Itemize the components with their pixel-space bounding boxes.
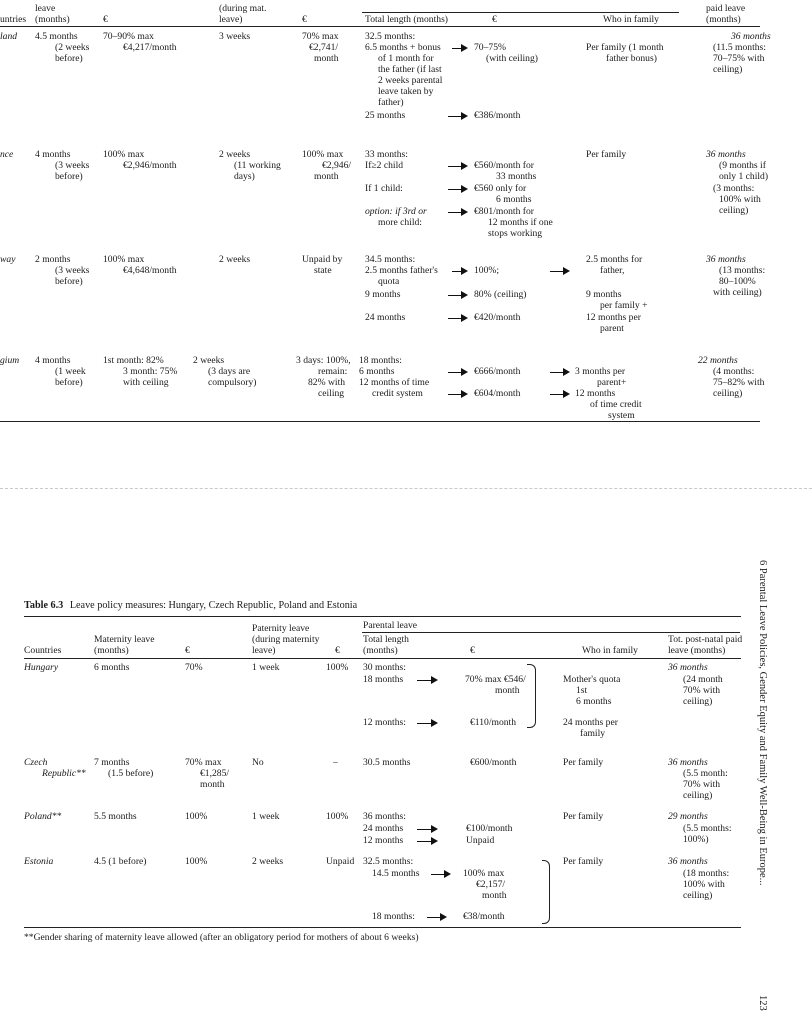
norway-mat-2: before) (55, 276, 83, 287)
czech-total-0: 30.5 months (363, 757, 411, 768)
header-during-mat: (during mat. (219, 3, 267, 14)
finland-mat-1: (2 weeks (55, 42, 90, 53)
estonia-eur-0: 100% max (463, 868, 505, 879)
table-bottom-rule (0, 421, 760, 422)
finland-mateur-0: 70–90% max (103, 31, 154, 42)
country-norway: way (0, 254, 16, 265)
france-total-4: more child: (378, 217, 422, 228)
estonia-mateur: 100% (185, 856, 208, 867)
hungary-total-1: 18 months (363, 674, 404, 685)
france-tot-5: ceiling) (719, 205, 749, 216)
poland-mateur: 100% (185, 811, 208, 822)
norway-who-0: 2.5 months for (586, 254, 643, 265)
norway-pateur-1: state (314, 265, 332, 276)
header-who: Who in family (603, 14, 659, 25)
header-euro2: € (335, 645, 340, 656)
hungary-tot-3: ceiling) (683, 696, 713, 707)
belgium-total-2: 12 months of time (359, 377, 430, 388)
table-footnote: **Gender sharing of maternity leave allowed (after an obligatory period for mothers of about 6 weeks) (24, 932, 419, 943)
norway-tot-1: (13 months: (719, 265, 766, 276)
czech-pateur: – (333, 757, 338, 768)
finland-tot-1: (11.5 months: (713, 42, 766, 53)
hungary-who-2: 6 months (576, 696, 612, 707)
estonia-tot-0: 36 months (668, 856, 708, 867)
france-eur-5: 12 months if one (488, 217, 553, 228)
norway-total-3: 9 months (365, 289, 401, 300)
finland-tot-3: ceiling) (713, 64, 743, 75)
estonia-eur-2: month (482, 890, 507, 901)
header-paternity-2: leave) (252, 645, 276, 656)
belgium-mat-1: (1 week (55, 366, 86, 377)
estonia-total-0: 32.5 months: (363, 856, 414, 867)
belgium-pat-0: 2 weeks (193, 355, 225, 366)
country-belgium: gium (0, 355, 20, 366)
finland-total-7: 25 months (365, 110, 406, 121)
norway-who-5: parent (600, 323, 624, 334)
norway-total-1: 2.5 months father's (365, 265, 438, 276)
france-eur-0: €560/month for (474, 160, 534, 171)
hungary-eur-2: €110/month (470, 717, 517, 728)
belgium-pateur-1: remain: (318, 366, 348, 377)
belgium-mateur-1: 3 month: 75% (123, 366, 178, 377)
finland-total-0: 32.5 months: (365, 31, 416, 42)
norway-tot-2: 80–100% (719, 276, 756, 287)
france-tot-3: (3 months: (713, 183, 755, 194)
header-parental-leave: Parental leave (363, 620, 418, 631)
czech-mateur-2: month (200, 779, 225, 790)
czech-tot-1: (5.5 month: (683, 768, 728, 779)
france-pateur-2: month (314, 171, 339, 182)
poland-tot-2: 100%) (683, 834, 709, 845)
czech-mat-0: 7 months (94, 757, 130, 768)
belgium-pat-1: (3 days are (208, 366, 251, 377)
belgium-eur-0: €666/month (474, 366, 521, 377)
estonia-tot-2: 100% with (683, 879, 725, 890)
header-euro3: € (492, 14, 497, 25)
hungary-pat: 1 week (252, 662, 280, 673)
header-leave-close: leave) (219, 14, 243, 25)
running-head-text: 6 Parental Leave Policies, Gender Equity and Family Well-Being in Europe... (757, 560, 768, 886)
norway-mateur-1: €4,648/month (123, 265, 177, 276)
czech-mateur-1: €1,285/ (200, 768, 230, 779)
norway-mat-0: 2 months (35, 254, 71, 265)
belgium-who-4: system (608, 410, 635, 421)
header-total-length-0: Total length (363, 634, 409, 645)
hungary-tot-0: 36 months (668, 662, 708, 673)
arrow-icon (448, 161, 468, 171)
arrow-icon (417, 718, 438, 728)
finland-total-2: of 1 month for (378, 53, 434, 64)
czech-tot-0: 36 months (668, 757, 708, 768)
header-who: Who in family (582, 645, 638, 656)
finland-tot-0: 36 months (731, 31, 771, 42)
belgium-tot-3: ceiling) (713, 388, 743, 399)
arrow-icon (431, 869, 451, 879)
poland-total-2: 12 months (363, 835, 404, 846)
country-finland: land (0, 31, 18, 42)
arrow-icon (448, 367, 468, 377)
belgium-tot-2: 75–82% with (713, 377, 765, 388)
arrow-icon (452, 266, 468, 276)
header-months2: (months) (706, 14, 741, 25)
norway-tot-0: 36 months (706, 254, 746, 265)
belgium-mat-0: 4 months (35, 355, 71, 366)
hungary-eur-1: month (495, 685, 520, 696)
belgium-pat-2: compulsory) (208, 377, 257, 388)
arrow-icon (550, 367, 570, 377)
estonia-tot-1: (18 months: (683, 868, 730, 879)
czech-tot-2: 70% with (683, 779, 721, 790)
norway-total-2: quota (378, 276, 400, 287)
brace-icon (527, 664, 536, 728)
header-maternity-0: Maternity leave (94, 634, 155, 645)
hungary-total-2: 12 months: (363, 717, 406, 728)
norway-who-4: 12 months per (586, 312, 641, 323)
header-tot-1: leave (months) (668, 645, 726, 656)
belgium-total-3: credit system (372, 388, 423, 399)
norway-mat-1: (3 weeks (55, 265, 90, 276)
poland-eur-1: Unpaid (466, 835, 495, 846)
finland-pateur-1: €2,741/ (309, 42, 339, 53)
belgium-mateur-0: 1st month: 82% (103, 355, 164, 366)
finland-pateur-2: month (314, 53, 339, 64)
arrow-icon (550, 389, 570, 399)
hungary-tot-2: 70% with (683, 685, 721, 696)
hungary-total-0: 30 months: (363, 662, 406, 673)
arrow-icon (448, 111, 468, 121)
arrow-icon (452, 43, 468, 53)
finland-total-1: 6.5 months + bonus (365, 42, 441, 53)
running-head (742, 560, 772, 1030)
header-maternity-1: (months) (94, 645, 129, 656)
france-pateur-1: €2,946/ (322, 160, 352, 171)
country-poland: Poland** (24, 811, 62, 822)
header-bottom-rule (0, 26, 760, 27)
czech-eur-0: €600/month (470, 757, 517, 768)
country-estonia: Estonia (24, 856, 54, 867)
estonia-pat: 2 weeks (252, 856, 284, 867)
header-paternity-0: Paternity leave (252, 623, 310, 634)
finland-mateur-1: €4,217/month (123, 42, 177, 53)
norway-eur-1: 80% (ceiling) (474, 289, 527, 300)
france-pateur-0: 100% max (302, 149, 344, 160)
belgium-mateur-2: with ceiling (123, 377, 169, 388)
france-mat-1: (3 weeks (55, 160, 90, 171)
finland-total-5: leave taken by (378, 86, 434, 97)
estonia-eur-1: €2,157/ (476, 879, 506, 890)
belgium-mat-2: before) (55, 377, 83, 388)
france-tot-2: only 1 child) (719, 171, 769, 182)
header-paid-leave: paid leave (706, 3, 746, 14)
country-czech-1: Republic** (42, 768, 86, 779)
arrow-icon (448, 389, 468, 399)
header-leave: leave (35, 3, 56, 14)
header-countries: Countries (24, 645, 62, 656)
norway-eur-2: €420/month (474, 312, 521, 323)
belgium-who-2: 12 months (575, 388, 616, 399)
header-countries: untries (0, 14, 27, 25)
czech-who-0: Per family (563, 757, 604, 768)
belgium-total-1: 6 months (359, 366, 395, 377)
country-france: nce (0, 149, 14, 160)
header-rule-parental (362, 632, 740, 633)
table-caption (24, 600, 357, 612)
table-caption-text: Leave policy measures: Hungary, Czech Republic, Poland and Estonia (69, 600, 358, 611)
finland-eur-0: 70–75% (474, 42, 506, 53)
france-mateur-0: 100% max (103, 149, 145, 160)
poland-total-1: 24 months (363, 823, 404, 834)
arrow-icon (448, 313, 468, 323)
table-caption-label: Table 6.3 (24, 600, 64, 611)
header-euro2: € (302, 14, 307, 25)
finland-total-6: father) (378, 97, 404, 108)
finland-who-0: Per family (1 month (586, 42, 664, 53)
arrow-icon (448, 207, 468, 217)
country-hungary: Hungary (24, 662, 59, 673)
france-eur-1: 33 months (496, 171, 537, 182)
header-euro: € (103, 14, 108, 25)
header-bottom-rule (24, 658, 741, 659)
norway-who-2: 9 months (586, 289, 622, 300)
norway-pateur-0: Unpaid by (302, 254, 343, 265)
table-top-rule (24, 616, 741, 617)
finland-eur-1: (with ceiling) (486, 53, 538, 64)
finland-pateur-0: 70% max (302, 31, 339, 42)
arrow-icon (417, 836, 438, 846)
france-total-0: 33 months: (365, 149, 408, 160)
norway-who-3: per family + (600, 300, 648, 311)
hungary-eur-0: 70% max €546/ (465, 674, 526, 685)
norway-total-4: 24 months (365, 312, 406, 323)
estonia-total-1: 14.5 months (372, 868, 420, 879)
hungary-mateur: 70% (185, 662, 203, 673)
france-pat-2: days) (234, 171, 255, 182)
czech-mateur-0: 70% max (185, 757, 222, 768)
france-mateur-1: €2,946/month (123, 160, 177, 171)
finland-total-4: 2 weeks parental (378, 75, 443, 86)
brace-icon (542, 860, 550, 924)
france-tot-4: 100% with (719, 194, 761, 205)
belgium-tot-0: 22 months (698, 355, 738, 366)
czech-pat: No (252, 757, 264, 768)
header-tot-0: Tot. post-natal paid (668, 634, 743, 645)
belgium-who-3: of time credit (590, 399, 642, 410)
belgium-eur-1: €604/month (474, 388, 521, 399)
finland-eur-2: €386/month (474, 110, 521, 121)
arrow-icon (417, 824, 438, 834)
france-total-3: option: if 3rd or (365, 206, 427, 217)
norway-eur-0: 100%; (474, 265, 500, 276)
france-mat-2: before) (55, 171, 83, 182)
france-eur-3: 6 months (496, 194, 532, 205)
header-rule-parental (362, 12, 679, 13)
estonia-mat: 4.5 (1 before) (94, 856, 147, 867)
poland-pateur: 100% (326, 811, 349, 822)
estonia-who-0: Per family (563, 856, 604, 867)
header-months: (months) (35, 14, 70, 25)
hungary-who-1: 1st (576, 685, 588, 696)
finland-tot-2: 70–75% with (713, 53, 765, 64)
poland-who-0: Per family (563, 811, 604, 822)
norway-pat-0: 2 weeks (219, 254, 251, 265)
belgium-pateur-2: 82% with (308, 377, 346, 388)
arrow-icon (417, 675, 438, 685)
page-number-wrap (756, 995, 770, 1015)
estonia-pateur: Unpaid (326, 856, 355, 867)
poland-tot-1: (5.5 months: (683, 823, 732, 834)
finland-mat-0: 4.5 months (35, 31, 78, 42)
france-mat-0: 4 months (35, 149, 71, 160)
page-number: 123 (757, 995, 768, 1011)
france-tot-1: (9 months if (719, 160, 766, 171)
finland-who-1: father bonus) (606, 53, 657, 64)
hungary-who-3: 24 months per (563, 717, 618, 728)
belgium-total-0: 18 months: (359, 355, 402, 366)
hungary-pateur: 100% (326, 662, 349, 673)
hungary-mat: 6 months (94, 662, 130, 673)
france-pat-1: (11 working (234, 160, 281, 171)
belgium-pateur-0: 3 days: 100%, (296, 355, 351, 366)
norway-tot-3: with ceiling) (713, 287, 762, 298)
hungary-who-0: Mother's quota (563, 674, 621, 685)
arrow-icon (550, 266, 570, 276)
header-total-length: Total length (months) (365, 14, 448, 25)
norway-who-1: father, (600, 265, 625, 276)
header-euro: € (185, 645, 190, 656)
poland-total-0: 36 months: (363, 811, 406, 822)
poland-eur-0: €100/month (466, 823, 513, 834)
belgium-who-0: 3 months per (575, 366, 626, 377)
header-paternity-1: (during maternity (252, 634, 320, 645)
czech-tot-3: ceiling) (683, 790, 713, 801)
france-eur-6: stops working (488, 228, 543, 239)
france-eur-4: €801/month for (474, 206, 534, 217)
hungary-who-4: family (580, 728, 606, 739)
france-tot-0: 36 months (706, 149, 746, 160)
estonia-tot-3: ceiling) (683, 890, 713, 901)
france-total-1: If≥2 child (365, 160, 404, 171)
hungary-tot-1: (24 month (683, 674, 723, 685)
country-czech-0: Czech (24, 757, 48, 768)
poland-tot-0: 29 months (668, 811, 708, 822)
france-who-0: Per family (586, 149, 627, 160)
finland-mat-2: before) (55, 53, 83, 64)
estonia-eur-3: €38/month (463, 911, 505, 922)
header-euro3: € (470, 645, 475, 656)
header-total-length-1: (months) (363, 645, 398, 656)
arrow-icon (448, 184, 468, 194)
belgium-tot-1: (4 months: (713, 366, 755, 377)
france-total-2: If 1 child: (365, 183, 403, 194)
belgium-pateur-3: ceiling (318, 388, 345, 399)
estonia-total-2: 18 months: (372, 911, 415, 922)
arrow-icon (448, 290, 468, 300)
arrow-icon (427, 912, 447, 922)
norway-mateur-0: 100% max (103, 254, 145, 265)
finland-total-3: the father (if last (378, 64, 442, 75)
norway-total-0: 34.5 months: (365, 254, 416, 265)
finland-pat-0: 3 weeks (219, 31, 251, 42)
poland-mat: 5.5 months (94, 811, 137, 822)
czech-mat-1: (1.5 before) (108, 768, 154, 779)
poland-pat: 1 week (252, 811, 280, 822)
france-pat-0: 2 weeks (219, 149, 251, 160)
france-eur-2: €560 only for (474, 183, 527, 194)
page-divider (0, 488, 812, 489)
belgium-who-1: parent+ (597, 377, 627, 388)
table-bottom-rule (24, 927, 741, 928)
